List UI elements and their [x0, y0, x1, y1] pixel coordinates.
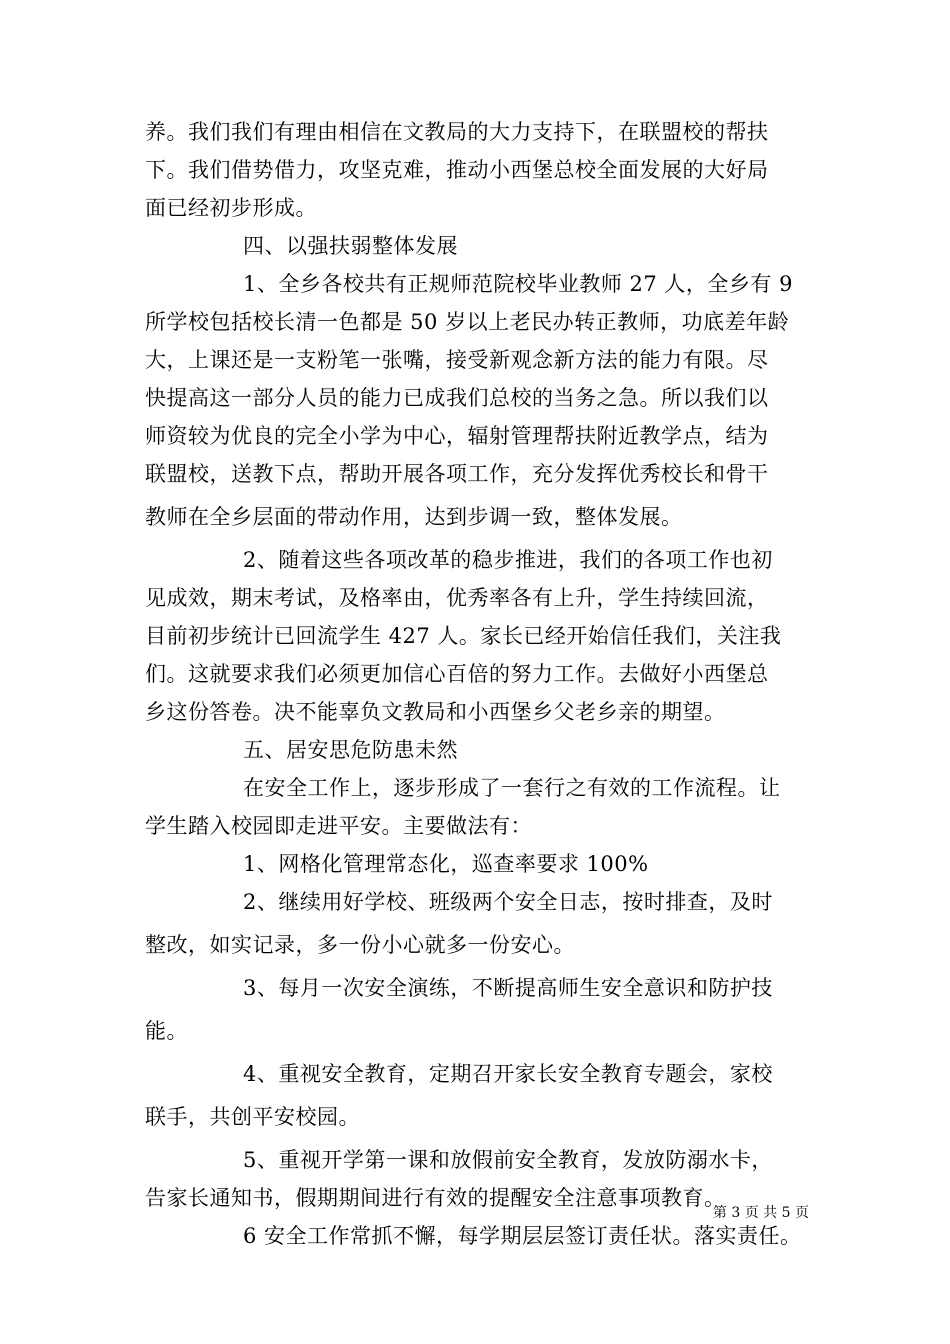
text-line: 见成效，期末考试，及格率由，优秀率各有上升，学生持续回流，	[145, 586, 769, 610]
text-line: 快提高这一部分人员的能力已成我们总校的当务之急。所以我们以	[145, 386, 769, 410]
list-item: 2、继续用好学校、班级两个安全日志，按时排查，及时	[243, 890, 773, 914]
text-line: 下。我们借势借力，攻坚克难，推动小西堡总校全面发展的大好局	[145, 158, 769, 182]
text-line: 面已经初步形成。	[145, 196, 317, 220]
text-line: 整改，如实记录，多一份小心就多一份安心。	[145, 933, 575, 957]
text-line: 所学校包括校长清一色都是 50 岁以上老民办转正教师，功底差年龄	[145, 310, 790, 334]
text-line: 1、全乡各校共有正规师范院校毕业教师 27 人，全乡有 9	[243, 272, 793, 296]
page-number-footer: 第 3 页 共 5 页	[712, 1205, 809, 1221]
list-item: 3、每月一次安全演练，不断提高师生安全意识和防护技	[243, 976, 773, 1000]
text-line: 大，上课还是一支粉笔一张嘴，接受新观念新方法的能力有限。尽	[145, 348, 769, 372]
list-item: 4、重视安全教育，定期召开家长安全教育专题会，家校	[243, 1062, 773, 1086]
text-line: 2、随着这些各项改革的稳步推进，我们的各项工作也初	[243, 548, 773, 572]
text-line: 们。这就要求我们必须更加信心百倍的努力工作。去做好小西堡总	[145, 662, 769, 686]
text-line: 乡这份答卷。决不能辜负文教局和小西堡乡父老乡亲的期望。	[145, 700, 726, 724]
text-line: 告家长通知书，假期期间进行有效的提醒安全注意事项教育。	[145, 1186, 726, 1210]
list-item: 5、重视开学第一课和放假前安全教育，发放防溺水卡，	[243, 1148, 773, 1172]
text-line: 养。我们我们有理由相信在文教局的大力支持下，在联盟校的帮扶	[145, 120, 769, 144]
section-heading: 五、居安思危防患未然	[243, 738, 458, 762]
document-body	[145, 113, 813, 1255]
text-line: 目前初步统计已回流学生 427 人。家长已经开始信任我们，关注我	[145, 624, 782, 648]
text-line: 联手，共创平安校园。	[145, 1105, 360, 1129]
list-item: 6 安全工作常抓不懈，每学期层层签订责任状。落实责任。	[243, 1224, 802, 1248]
section-heading: 四、以强扶弱整体发展	[243, 234, 458, 258]
text-line: 师资较为优良的完全小学为中心，辐射管理帮扶附近教学点，结为	[145, 424, 769, 448]
text-line: 在安全工作上，逐步形成了一套行之有效的工作流程。让	[243, 776, 781, 800]
text-line: 能。	[145, 1019, 188, 1043]
text-line: 教师在全乡层面的带动作用，达到步调一致，整体发展。	[145, 505, 683, 529]
text-line: 联盟校，送教下点，帮助开展各项工作，充分发挥优秀校长和骨干	[145, 462, 769, 486]
text-line: 学生踏入校园即走进平安。主要做法有：	[145, 814, 532, 838]
list-item: 1、网格化管理常态化，巡查率要求 100%	[243, 852, 649, 876]
